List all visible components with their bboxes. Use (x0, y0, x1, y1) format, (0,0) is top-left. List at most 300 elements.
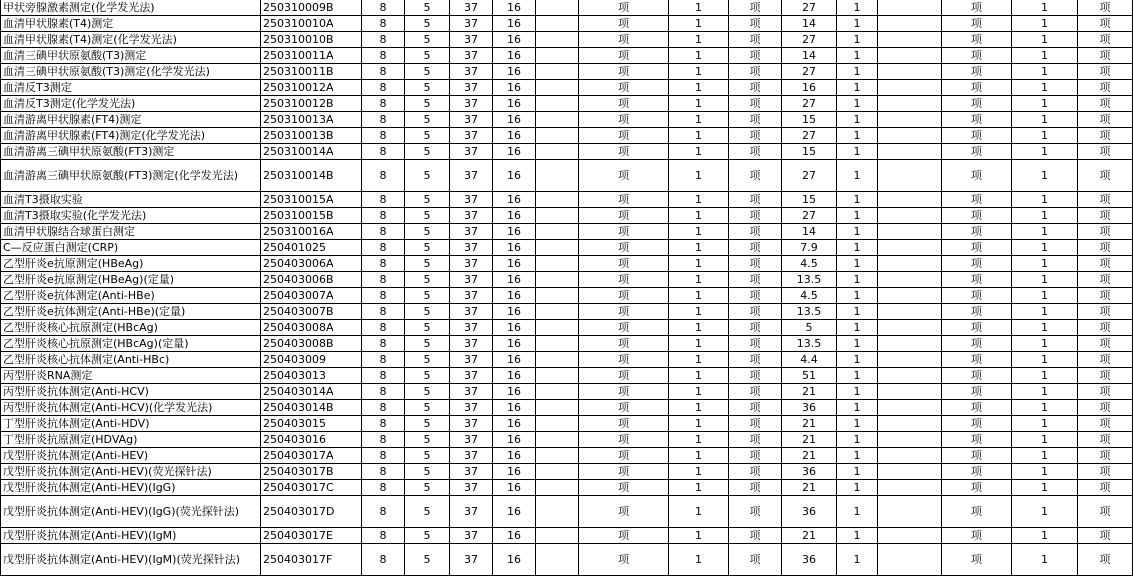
unit-cell: 项 (729, 288, 782, 304)
value-cell: 5 (405, 400, 450, 416)
table-row (1, 288, 1133, 304)
value-cell: 5 (405, 96, 450, 112)
item-code-cell: 250403015 (261, 416, 362, 432)
quantity-cell: 1 (1012, 544, 1078, 576)
unit-cell: 项 (729, 240, 782, 256)
empty-cell (536, 256, 579, 272)
empty-cell (536, 288, 579, 304)
value-cell: 37 (450, 384, 493, 400)
quantity-cell: 1 (1012, 192, 1078, 208)
value-cell: 16 (493, 384, 536, 400)
value-cell: 5 (405, 480, 450, 496)
item-name-cell: 丙型肝炎抗体测定(Anti-HCV) (1, 384, 261, 400)
value-cell: 8 (362, 80, 405, 96)
value-cell: 16 (493, 160, 536, 192)
quantity-cell: 1 (669, 0, 729, 16)
quantity-cell: 1 (837, 448, 878, 464)
value-cell: 8 (362, 144, 405, 160)
unit-cell: 项 (729, 128, 782, 144)
value-cell: 37 (450, 256, 493, 272)
quantity-cell: 1 (1012, 128, 1078, 144)
value-cell: 16 (493, 144, 536, 160)
empty-cell (878, 464, 942, 480)
unit-cell: 项 (942, 320, 1012, 336)
item-name-cell: 血清反T3测定 (1, 80, 261, 96)
unit-cell: 项 (942, 368, 1012, 384)
value-cell: 8 (362, 208, 405, 224)
quantity-cell: 1 (1012, 496, 1078, 528)
quantity-cell: 1 (669, 416, 729, 432)
value-cell: 37 (450, 448, 493, 464)
value-cell: 5 (405, 464, 450, 480)
item-name-cell: 血清三碘甲状原氨酸(T3)测定(化学发光法) (1, 64, 261, 80)
value-cell: 16 (493, 544, 536, 576)
unit-cell: 项 (579, 112, 669, 128)
value-cell: 8 (362, 224, 405, 240)
item-code-cell: 250310012A (261, 80, 362, 96)
empty-cell (536, 432, 579, 448)
table-row (1, 160, 1133, 192)
value-cell: 37 (450, 464, 493, 480)
unit-cell: 项 (579, 384, 669, 400)
empty-cell (536, 336, 579, 352)
price-cell: 15 (782, 144, 837, 160)
quantity-cell: 1 (1012, 528, 1078, 544)
table-row (1, 96, 1133, 112)
quantity-cell: 1 (669, 16, 729, 32)
value-cell: 5 (405, 544, 450, 576)
unit-cell: 项 (1078, 544, 1133, 576)
empty-cell (536, 544, 579, 576)
value-cell: 37 (450, 544, 493, 576)
value-cell: 5 (405, 192, 450, 208)
value-cell: 16 (493, 48, 536, 64)
unit-cell: 项 (1078, 256, 1133, 272)
unit-cell: 项 (1078, 480, 1133, 496)
value-cell: 8 (362, 272, 405, 288)
value-cell: 37 (450, 304, 493, 320)
item-name-cell: 血清T3摄取实验(化学发光法) (1, 208, 261, 224)
quantity-cell: 1 (669, 528, 729, 544)
item-code-cell: 250403007B (261, 304, 362, 320)
unit-cell: 项 (579, 528, 669, 544)
item-code-cell: 250310014A (261, 144, 362, 160)
price-cell: 27 (782, 96, 837, 112)
table-body (1, 0, 1133, 576)
unit-cell: 项 (942, 384, 1012, 400)
value-cell: 5 (405, 368, 450, 384)
empty-cell (878, 352, 942, 368)
quantity-cell: 1 (837, 64, 878, 80)
unit-cell: 项 (942, 496, 1012, 528)
unit-cell: 项 (579, 240, 669, 256)
unit-cell: 项 (729, 96, 782, 112)
item-name-cell: 乙型肝炎核心抗原测定(HBcAg) (1, 320, 261, 336)
unit-cell: 项 (579, 64, 669, 80)
quantity-cell: 1 (1012, 288, 1078, 304)
empty-cell (536, 400, 579, 416)
table-row (1, 224, 1133, 240)
quantity-cell: 1 (669, 48, 729, 64)
value-cell: 8 (362, 384, 405, 400)
quantity-cell: 1 (669, 128, 729, 144)
quantity-cell: 1 (669, 192, 729, 208)
item-name-cell: 戊型肝炎抗体测定(Anti-HEV)(荧光探针法) (1, 464, 261, 480)
quantity-cell: 1 (837, 112, 878, 128)
value-cell: 16 (493, 128, 536, 144)
unit-cell: 项 (942, 528, 1012, 544)
unit-cell: 项 (729, 304, 782, 320)
price-cell: 13.5 (782, 272, 837, 288)
value-cell: 37 (450, 16, 493, 32)
value-cell: 5 (405, 320, 450, 336)
empty-cell (878, 160, 942, 192)
unit-cell: 项 (579, 496, 669, 528)
empty-cell (536, 0, 579, 16)
unit-cell: 项 (579, 480, 669, 496)
quantity-cell: 1 (1012, 208, 1078, 224)
quantity-cell: 1 (837, 0, 878, 16)
price-cell: 4.5 (782, 288, 837, 304)
value-cell: 5 (405, 288, 450, 304)
empty-cell (878, 320, 942, 336)
empty-cell (878, 48, 942, 64)
value-cell: 8 (362, 96, 405, 112)
quantity-cell: 1 (1012, 48, 1078, 64)
value-cell: 8 (362, 528, 405, 544)
unit-cell: 项 (942, 400, 1012, 416)
value-cell: 5 (405, 16, 450, 32)
table-row (1, 192, 1133, 208)
quantity-cell: 1 (1012, 304, 1078, 320)
empty-cell (878, 256, 942, 272)
quantity-cell: 1 (837, 192, 878, 208)
item-code-cell: 250310014B (261, 160, 362, 192)
price-cell: 27 (782, 160, 837, 192)
unit-cell: 项 (1078, 272, 1133, 288)
price-cell: 27 (782, 208, 837, 224)
unit-cell: 项 (729, 224, 782, 240)
quantity-cell: 1 (837, 224, 878, 240)
item-name-cell: 戊型肝炎抗体测定(Anti-HEV) (1, 448, 261, 464)
value-cell: 8 (362, 496, 405, 528)
price-cell: 21 (782, 480, 837, 496)
value-cell: 16 (493, 352, 536, 368)
unit-cell: 项 (1078, 16, 1133, 32)
value-cell: 37 (450, 112, 493, 128)
quantity-cell: 1 (837, 368, 878, 384)
quantity-cell: 1 (669, 304, 729, 320)
value-cell: 37 (450, 352, 493, 368)
value-cell: 5 (405, 0, 450, 16)
unit-cell: 项 (729, 496, 782, 528)
unit-cell: 项 (729, 416, 782, 432)
unit-cell: 项 (1078, 448, 1133, 464)
empty-cell (878, 272, 942, 288)
value-cell: 37 (450, 192, 493, 208)
quantity-cell: 1 (669, 272, 729, 288)
item-code-cell: 250310013B (261, 128, 362, 144)
item-code-cell: 250401025 (261, 240, 362, 256)
unit-cell: 项 (729, 48, 782, 64)
unit-cell: 项 (942, 48, 1012, 64)
quantity-cell: 1 (837, 80, 878, 96)
unit-cell: 项 (1078, 496, 1133, 528)
item-code-cell: 250403017B (261, 464, 362, 480)
empty-cell (536, 32, 579, 48)
quantity-cell: 1 (1012, 96, 1078, 112)
unit-cell: 项 (579, 144, 669, 160)
unit-cell: 项 (1078, 304, 1133, 320)
price-cell: 4.5 (782, 256, 837, 272)
value-cell: 16 (493, 432, 536, 448)
unit-cell: 项 (942, 16, 1012, 32)
value-cell: 16 (493, 400, 536, 416)
quantity-cell: 1 (669, 448, 729, 464)
value-cell: 5 (405, 336, 450, 352)
item-code-cell: 250403009 (261, 352, 362, 368)
empty-cell (536, 320, 579, 336)
quantity-cell: 1 (669, 144, 729, 160)
value-cell: 8 (362, 400, 405, 416)
item-code-cell: 250403008A (261, 320, 362, 336)
value-cell: 16 (493, 224, 536, 240)
empty-cell (536, 64, 579, 80)
item-name-cell: 戊型肝炎抗体测定(Anti-HEV)(IgM) (1, 528, 261, 544)
empty-cell (536, 240, 579, 256)
unit-cell: 项 (729, 464, 782, 480)
value-cell: 8 (362, 64, 405, 80)
empty-cell (878, 544, 942, 576)
price-cell: 21 (782, 448, 837, 464)
value-cell: 16 (493, 528, 536, 544)
quantity-cell: 1 (1012, 320, 1078, 336)
item-code-cell: 250403017A (261, 448, 362, 464)
value-cell: 5 (405, 256, 450, 272)
value-cell: 8 (362, 240, 405, 256)
price-cell: 15 (782, 192, 837, 208)
unit-cell: 项 (579, 432, 669, 448)
value-cell: 16 (493, 96, 536, 112)
value-cell: 37 (450, 432, 493, 448)
empty-cell (536, 384, 579, 400)
unit-cell: 项 (942, 416, 1012, 432)
item-name-cell: 乙型肝炎e抗原测定(HBeAg) (1, 256, 261, 272)
unit-cell: 项 (579, 160, 669, 192)
unit-cell: 项 (942, 208, 1012, 224)
table-row (1, 32, 1133, 48)
unit-cell: 项 (729, 32, 782, 48)
value-cell: 8 (362, 464, 405, 480)
value-cell: 37 (450, 240, 493, 256)
empty-cell (536, 16, 579, 32)
table-row (1, 416, 1133, 432)
item-name-cell: 血清游离三碘甲状原氨酸(FT3)测定 (1, 144, 261, 160)
unit-cell: 项 (942, 272, 1012, 288)
unit-cell: 项 (579, 208, 669, 224)
value-cell: 16 (493, 32, 536, 48)
quantity-cell: 1 (837, 288, 878, 304)
value-cell: 37 (450, 224, 493, 240)
table-row (1, 272, 1133, 288)
unit-cell: 项 (729, 192, 782, 208)
item-code-cell: 250403013 (261, 368, 362, 384)
value-cell: 37 (450, 64, 493, 80)
item-code-cell: 250403007A (261, 288, 362, 304)
quantity-cell: 1 (837, 528, 878, 544)
table-row (1, 208, 1133, 224)
item-name-cell: 乙型肝炎核心抗原测定(HBcAg)(定量) (1, 336, 261, 352)
unit-cell: 项 (729, 480, 782, 496)
quantity-cell: 1 (669, 240, 729, 256)
value-cell: 37 (450, 528, 493, 544)
table-row (1, 528, 1133, 544)
quantity-cell: 1 (1012, 144, 1078, 160)
empty-cell (536, 160, 579, 192)
unit-cell: 项 (942, 80, 1012, 96)
value-cell: 8 (362, 544, 405, 576)
value-cell: 16 (493, 464, 536, 480)
quantity-cell: 1 (1012, 160, 1078, 192)
item-name-cell: 戊型肝炎抗体测定(Anti-HEV)(IgG)(荧光探针法) (1, 496, 261, 528)
item-code-cell: 250310016A (261, 224, 362, 240)
empty-cell (536, 304, 579, 320)
quantity-cell: 1 (669, 336, 729, 352)
price-cell: 27 (782, 0, 837, 16)
quantity-cell: 1 (837, 240, 878, 256)
unit-cell: 项 (942, 432, 1012, 448)
quantity-cell: 1 (669, 368, 729, 384)
quantity-cell: 1 (669, 464, 729, 480)
value-cell: 5 (405, 160, 450, 192)
unit-cell: 项 (1078, 160, 1133, 192)
value-cell: 5 (405, 304, 450, 320)
empty-cell (878, 128, 942, 144)
value-cell: 16 (493, 496, 536, 528)
unit-cell: 项 (1078, 464, 1133, 480)
quantity-cell: 1 (669, 384, 729, 400)
unit-cell: 项 (942, 256, 1012, 272)
quantity-cell: 1 (837, 480, 878, 496)
table-row (1, 64, 1133, 80)
price-cell: 15 (782, 112, 837, 128)
table-row (1, 256, 1133, 272)
quantity-cell: 1 (1012, 272, 1078, 288)
item-name-cell: 血清甲状腺素(T4)测定 (1, 16, 261, 32)
value-cell: 5 (405, 128, 450, 144)
empty-cell (878, 416, 942, 432)
unit-cell: 项 (942, 32, 1012, 48)
quantity-cell: 1 (669, 64, 729, 80)
value-cell: 8 (362, 256, 405, 272)
table-row (1, 48, 1133, 64)
table-row (1, 352, 1133, 368)
table-row (1, 304, 1133, 320)
table-row (1, 336, 1133, 352)
item-code-cell: 250310013A (261, 112, 362, 128)
empty-cell (536, 208, 579, 224)
unit-cell: 项 (942, 544, 1012, 576)
unit-cell: 项 (1078, 48, 1133, 64)
unit-cell: 项 (729, 16, 782, 32)
value-cell: 16 (493, 480, 536, 496)
quantity-cell: 1 (1012, 0, 1078, 16)
table-row (1, 16, 1133, 32)
empty-cell (536, 448, 579, 464)
quantity-cell: 1 (837, 256, 878, 272)
empty-cell (878, 448, 942, 464)
price-cell: 21 (782, 416, 837, 432)
item-name-cell: 丙型肝炎抗体测定(Anti-HCV)(化学发光法) (1, 400, 261, 416)
quantity-cell: 1 (1012, 384, 1078, 400)
value-cell: 5 (405, 240, 450, 256)
unit-cell: 项 (579, 464, 669, 480)
unit-cell: 项 (1078, 432, 1133, 448)
item-code-cell: 250403006B (261, 272, 362, 288)
value-cell: 8 (362, 352, 405, 368)
item-code-cell: 250310010B (261, 32, 362, 48)
quantity-cell: 1 (669, 288, 729, 304)
item-code-cell: 250403014B (261, 400, 362, 416)
item-name-cell: 乙型肝炎e抗体测定(Anti-HBe)(定量) (1, 304, 261, 320)
unit-cell: 项 (1078, 64, 1133, 80)
unit-cell: 项 (1078, 224, 1133, 240)
price-cell: 14 (782, 48, 837, 64)
unit-cell: 项 (729, 528, 782, 544)
table-row (1, 480, 1133, 496)
quantity-cell: 1 (1012, 352, 1078, 368)
quantity-cell: 1 (837, 432, 878, 448)
item-name-cell: 血清三碘甲状原氨酸(T3)测定 (1, 48, 261, 64)
empty-cell (536, 352, 579, 368)
empty-cell (536, 464, 579, 480)
table-row (1, 464, 1133, 480)
item-name-cell: 血清游离甲状腺素(FT4)测定 (1, 112, 261, 128)
value-cell: 16 (493, 64, 536, 80)
empty-cell (878, 80, 942, 96)
price-cell: 36 (782, 400, 837, 416)
unit-cell: 项 (942, 64, 1012, 80)
value-cell: 16 (493, 192, 536, 208)
unit-cell: 项 (1078, 128, 1133, 144)
empty-cell (878, 208, 942, 224)
value-cell: 37 (450, 80, 493, 96)
unit-cell: 项 (579, 448, 669, 464)
unit-cell: 项 (942, 448, 1012, 464)
quantity-cell: 1 (669, 160, 729, 192)
unit-cell: 项 (579, 272, 669, 288)
empty-cell (878, 0, 942, 16)
value-cell: 16 (493, 448, 536, 464)
item-code-cell: 250403017D (261, 496, 362, 528)
quantity-cell: 1 (1012, 112, 1078, 128)
unit-cell: 项 (579, 0, 669, 16)
quantity-cell: 1 (1012, 480, 1078, 496)
unit-cell: 项 (579, 304, 669, 320)
item-name-cell: 甲状旁腺激素测定(化学发光法) (1, 0, 261, 16)
unit-cell: 项 (942, 288, 1012, 304)
unit-cell: 项 (729, 144, 782, 160)
unit-cell: 项 (729, 256, 782, 272)
value-cell: 16 (493, 240, 536, 256)
unit-cell: 项 (942, 144, 1012, 160)
unit-cell: 项 (1078, 208, 1133, 224)
unit-cell: 项 (579, 48, 669, 64)
unit-cell: 项 (579, 128, 669, 144)
unit-cell: 项 (729, 336, 782, 352)
value-cell: 16 (493, 16, 536, 32)
unit-cell: 项 (579, 320, 669, 336)
